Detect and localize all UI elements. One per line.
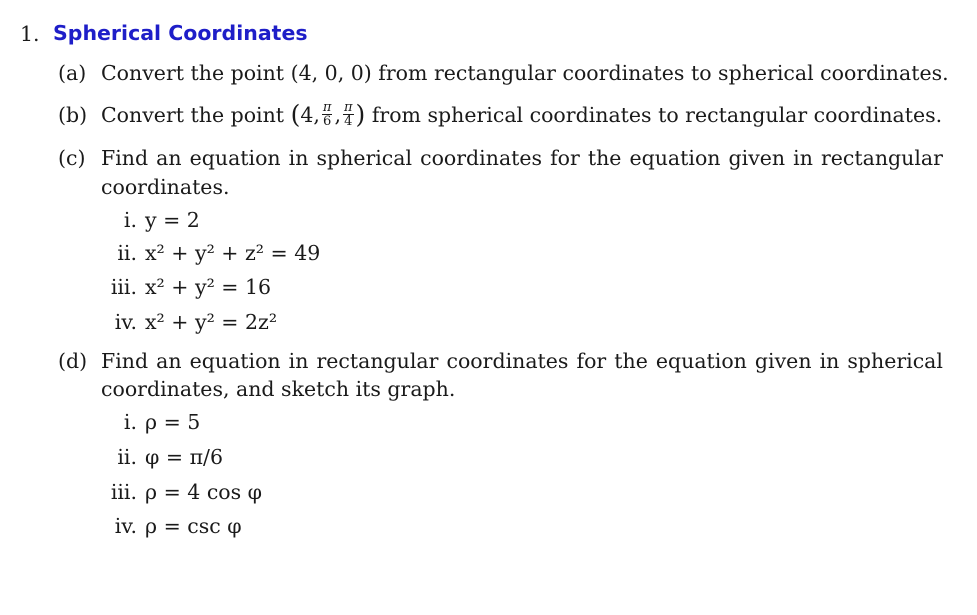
- frac2-denominator: 4: [344, 114, 353, 129]
- part-c-item-3-label: iii.: [110, 275, 137, 299]
- part-d-label: (d): [58, 349, 88, 373]
- word: spherical: [847, 349, 943, 373]
- word: Find: [101, 146, 149, 170]
- left-paren: (: [290, 100, 301, 129]
- part-d-item-2-label: ii.: [117, 445, 137, 469]
- part-c-line1: [101, 146, 943, 170]
- word: rectangular: [820, 146, 943, 170]
- word: equation: [189, 146, 281, 170]
- part-a-text-after: from rectangular coordinates to spherical coordinates.: [371, 61, 949, 85]
- part-a-label: (a): [58, 61, 87, 85]
- part-d-item-3-label: iii.: [110, 480, 137, 504]
- part-d-line2: coordinates, and sketch its graph.: [101, 377, 456, 401]
- part-c-item-4-eq: x² + y² = 2z²: [145, 310, 278, 334]
- frac1-denominator: 6: [323, 114, 332, 129]
- part-d-item-1-label: i.: [123, 410, 137, 434]
- part-a-text-before: Convert the point: [101, 61, 291, 85]
- part-b-text: [101, 99, 942, 130]
- comma: ,: [334, 103, 341, 127]
- word: given: [754, 349, 812, 373]
- part-d-item-4-label: iv.: [114, 514, 137, 538]
- word: spherical: [316, 146, 413, 170]
- word: coordinates: [446, 349, 569, 373]
- word: rectangular: [316, 349, 439, 373]
- part-b-text-before: Convert the point: [101, 103, 291, 127]
- part-c-item-2-eq: x² + y² + z² = 49: [145, 241, 321, 265]
- part-c-item-1-label: i.: [123, 208, 137, 232]
- part-b-label: (b): [58, 103, 88, 127]
- part-b-point-lead: 4,: [300, 103, 320, 127]
- word: equation: [189, 349, 281, 373]
- word: for: [550, 146, 580, 170]
- right-paren: ): [355, 100, 366, 129]
- part-c-item-4-label: iv.: [114, 310, 137, 334]
- frac1-numerator: π: [322, 100, 332, 115]
- part-c-item-2-label: ii.: [117, 241, 137, 265]
- word: equation: [629, 146, 721, 170]
- word: an: [156, 146, 182, 170]
- part-a-point: (4, 0, 0): [290, 61, 372, 85]
- word: coordinates: [420, 146, 543, 170]
- frac2-numerator: π: [343, 100, 353, 115]
- fraction-pi-over-6: [322, 101, 333, 128]
- part-b-text-after: from spherical coordinates to rectangular coordinates.: [365, 103, 943, 127]
- word: equation: [655, 349, 747, 373]
- word: in: [793, 146, 813, 170]
- part-a-text: [101, 61, 949, 85]
- part-d-item-4-eq: ρ = csc φ: [145, 514, 242, 538]
- word: in: [819, 349, 840, 373]
- word: given: [728, 146, 786, 170]
- part-d-item-2-eq: φ = π/6: [145, 445, 223, 469]
- problem-title: Spherical Coordinates: [53, 21, 308, 45]
- problem-number: 1.: [20, 22, 40, 46]
- part-d-item-1-eq: ρ = 5: [145, 410, 201, 434]
- part-d-item-3-eq: ρ = 4 cos φ: [145, 480, 263, 504]
- word: the: [587, 146, 622, 170]
- word: for: [576, 349, 607, 373]
- part-c-item-3-eq: x² + y² = 16: [145, 275, 272, 299]
- word: in: [288, 146, 309, 170]
- part-c-label: (c): [58, 146, 86, 170]
- word: the: [614, 349, 648, 373]
- word: Find: [101, 349, 149, 373]
- part-c-item-1-eq: y = 2: [145, 208, 200, 232]
- word: an: [156, 349, 182, 373]
- part-d-line1: [101, 349, 943, 373]
- fraction-pi-over-4: [343, 101, 354, 128]
- word: in: [288, 349, 309, 373]
- part-c-line2: coordinates.: [101, 175, 230, 199]
